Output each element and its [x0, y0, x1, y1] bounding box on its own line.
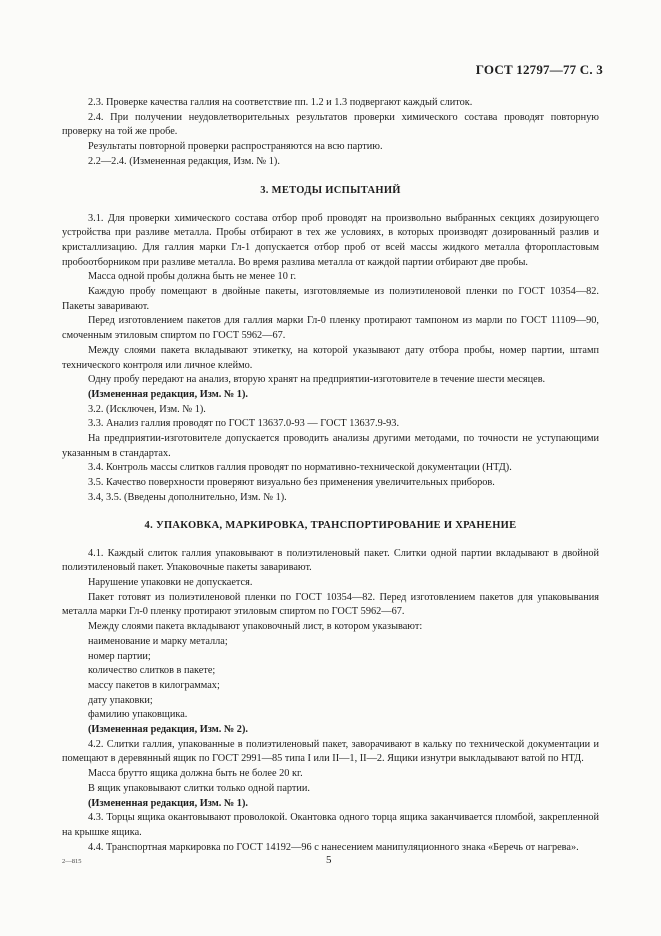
section-3-body — [62, 212, 599, 506]
list-item: наименование и марку металла; — [88, 635, 228, 647]
paragraph: 3.4. Контроль массы слитков галлия проводят по нормативно-технической документации (НТД). — [88, 462, 512, 474]
paragraph: Каждую пробу помещают в двойные пакеты, изготовляемые из полиэтиленовой пленки по ГОСТ 10354—82. Пакеты заваривают. — [62, 286, 599, 312]
paragraph: Масса одной пробы должна быть не менее 10 г. — [88, 271, 297, 283]
list-item: номер партии; — [88, 650, 151, 662]
paragraph: 2.4. При получении неудовлетворительных результатов проверки химического состава проводят повторную проверку на той же пробе. — [62, 111, 599, 138]
page-header: ГОСТ 12797—77 С. 3 — [475, 62, 603, 77]
print-code: 2—815 — [62, 858, 82, 865]
paragraph: На предприятии-изготовителе допускается проводить анализы другими методами, по точности не уступающими указанным в стандартах. — [62, 433, 599, 459]
paragraph: Масса брутто ящика должна быть не более 20 кг. — [88, 768, 303, 780]
paragraph: Одну пробу передают на анализ, вторую хранят на предприятии-изготовителе в течение шести месяцев. — [88, 374, 546, 386]
section-heading-3: 3. МЕТОДЫ ИСПЫТАНИЙ — [260, 184, 401, 196]
paragraph: 3.4, 3.5. (Введены дополнительно, Изм. № 1). — [88, 491, 287, 503]
list-item: массу пакетов в килограммах; — [88, 679, 220, 691]
section-heading-4: 4. УПАКОВКА, МАРКИРОВКА, ТРАНСПОРТИРОВАНИЕ И ХРАНЕНИЕ — [144, 519, 517, 531]
paragraph: 2.3. Проверке качества галлия на соответствие пп. 1.2 и 1.3 подвергают каждый слиток. — [88, 97, 473, 108]
amendment-note: (Измененная редакция, Изм. № 1). — [88, 797, 248, 809]
paragraph: 4.1. Каждый слиток галлия упаковывают в полиэтиленовый пакет. Слитки одной партии вкладывают в двойной полиэтиленовый пакет. Упаковочные пакеты заваривают. — [62, 547, 599, 574]
paragraph: 3.1. Для проверки химического состава отбор проб проводят на произвольно выбранных секциях дозирующего устройства при разливе металла. Пробы отбирают в тех же условиях, в которых производят дозированный разлив и кристаллизацию. Для галлия марки Гл-1 допускается отбор проб от всей массы жидкого металла фторопластовым пробоотборником при разливе металла. Во время разлива металла от каждой партии отбирают две пробы. — [62, 212, 599, 268]
list-item: фамилию упаковщика. — [88, 709, 188, 721]
paragraph: Пакет готовят из полиэтиленовой пленки по ГОСТ 10354—82. Перед изготовлением пакетов для упаковывания металла марки Гл-0 пленку протирают этиловым спиртом по ГОСТ 5962—67. — [62, 591, 599, 618]
section-2-continuation — [62, 96, 599, 170]
paragraph: В ящик упаковывают слитки только одной партии. — [88, 782, 311, 794]
amendment-note: (Измененная редакция, Изм. № 1). — [88, 388, 248, 400]
list-item: количество слитков в пакете; — [88, 665, 216, 677]
paragraph: 3.2. (Исключен, Изм. № 1). — [88, 403, 206, 415]
paragraph: Между слоями пакета вкладывают упаковочный лист, в котором указывают: — [88, 621, 423, 633]
section-4-body — [62, 547, 599, 856]
page-number: 5 — [326, 854, 332, 866]
paragraph: Между слоями пакета вкладывают этикетку, на которой указывают дату отбора пробы, номер партии, штамп технического контроля или личное клеймо. — [62, 344, 599, 371]
paragraph: 2.2—2.4. (Измененная редакция, Изм. № 1). — [88, 155, 280, 167]
paragraph: Нарушение упаковки не допускается. — [88, 576, 253, 588]
paragraph: 4.4. Транспортная маркировка по ГОСТ 14192—96 с нанесением манипуляционного знака «Беречь от нагрева». — [88, 841, 579, 853]
paragraph: 4.2. Слитки галлия, упакованные в полиэтиленовый пакет, заворачивают в кальку по технической документации и помещают в деревянный ящик по ГОСТ 2991—85 типа I или II—1, II—2. Ящики изнутри выкладывают ватой по НТД. — [62, 738, 599, 765]
amendment-note: (Измененная редакция, Изм. № 2). — [88, 724, 248, 736]
paragraph: 4.3. Торцы ящика окантовывают проволокой. Окантовка одного торца ящика заканчивается пломбой, закрепленной на крышке ящика. — [62, 812, 599, 838]
paragraph: Перед изготовлением пакетов для галлия марки Гл-0 пленку протирают тампоном из марли по ГОСТ 11109—90, смоченным этиловым спиртом по ГОСТ 5962—67. — [62, 315, 599, 342]
paragraph: 3.5. Качество поверхности проверяют визуально без применения увеличительных приборов. — [88, 477, 495, 489]
document-body — [62, 96, 599, 855]
paragraph: Результаты повторной проверки распространяются на всю партию. — [88, 141, 383, 153]
list-item: дату упаковки; — [88, 694, 153, 706]
paragraph: 3.3. Анализ галлия проводят по ГОСТ 13637.0-93 — ГОСТ 13637.9-93. — [88, 418, 400, 430]
